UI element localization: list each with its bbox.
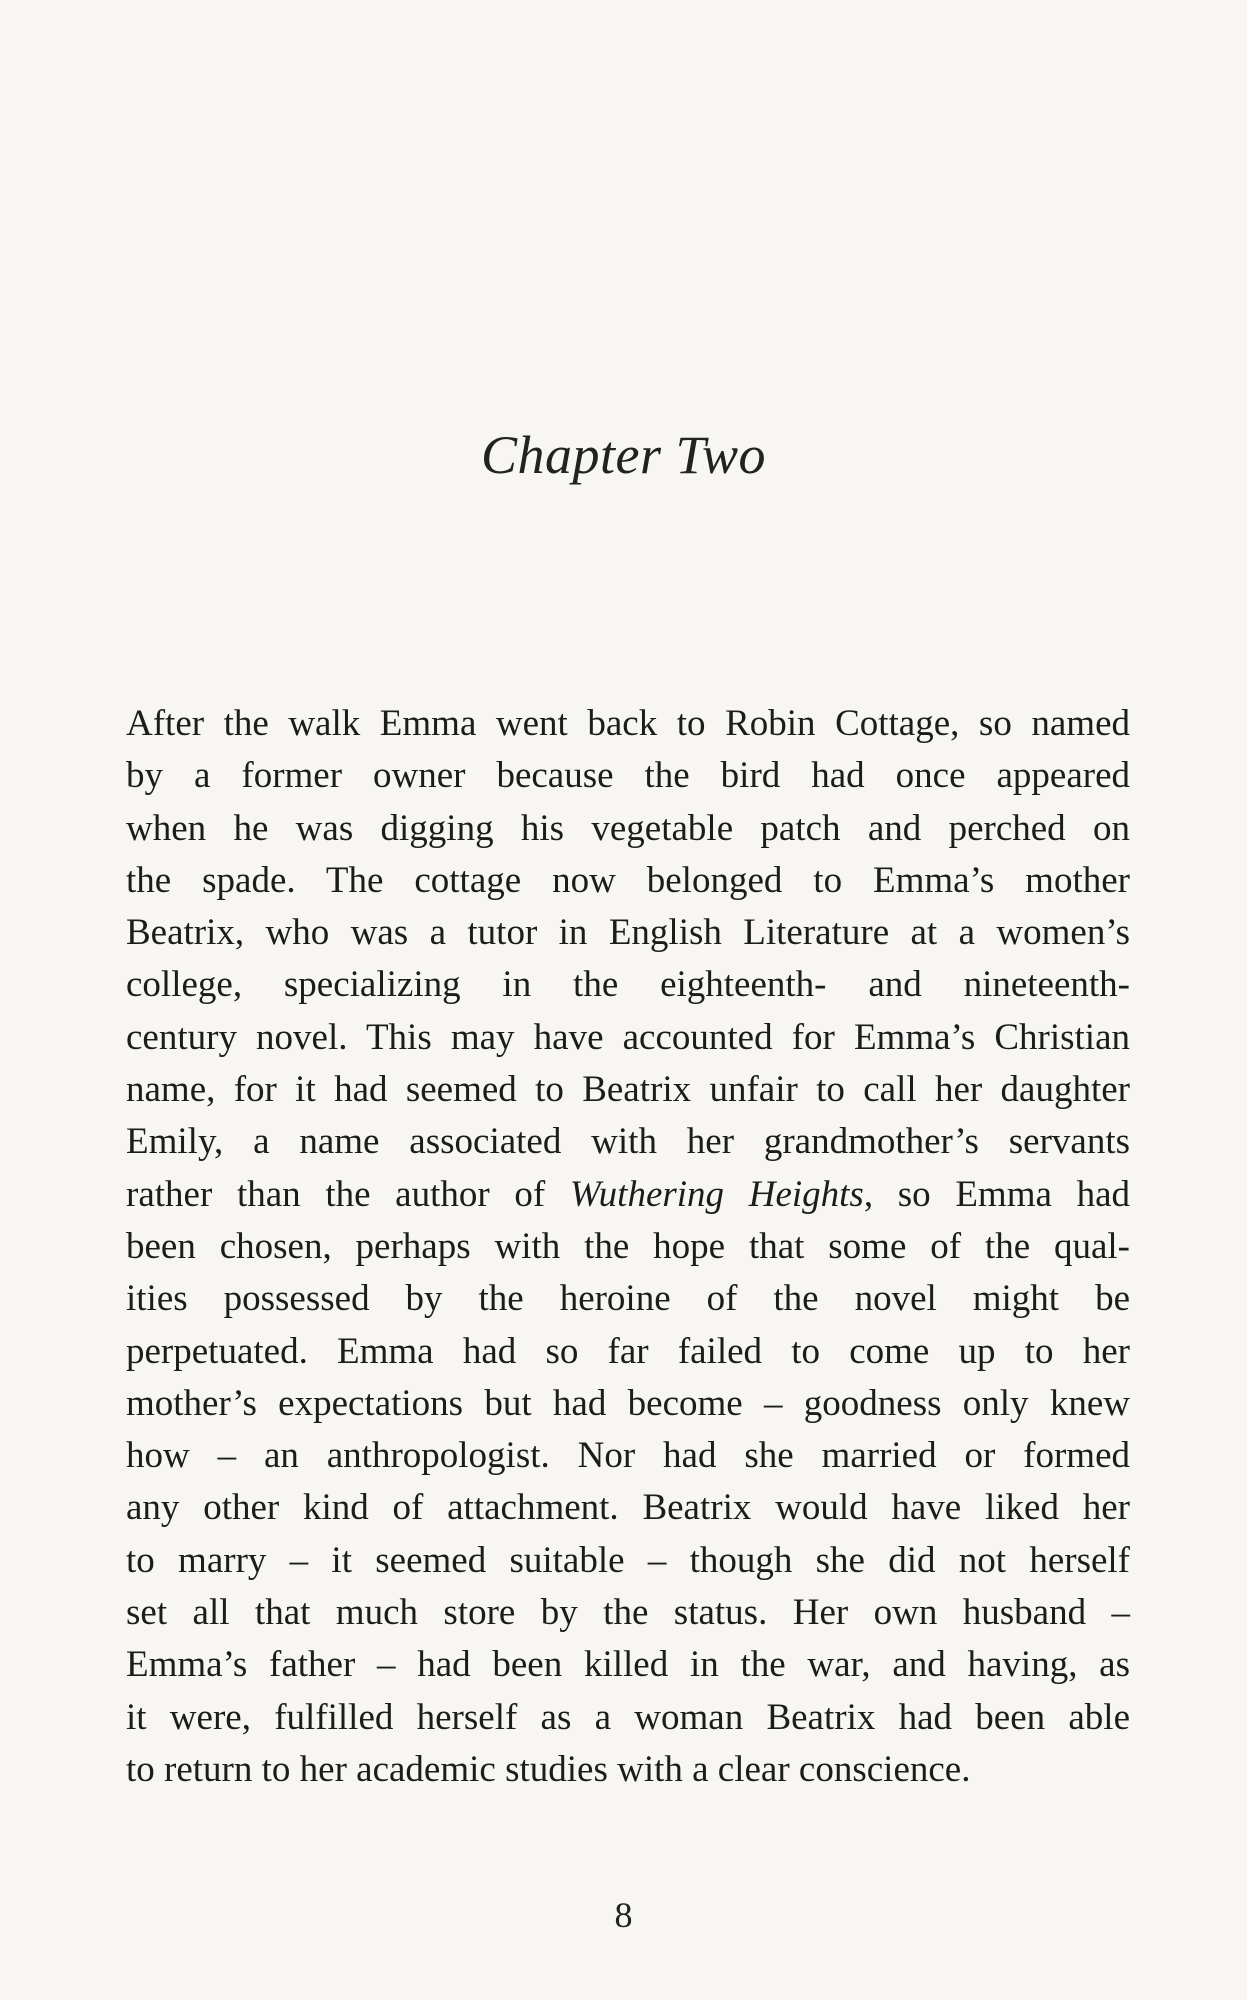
- chapter-title: Chapter Two: [480, 425, 767, 485]
- text-line: perpetuated. Emma had so far failed to come up to her: [126, 1330, 1130, 1372]
- text-line: when he was digging his vegetable patch and perched on: [126, 807, 1130, 849]
- text-line: by a former owner because the bird had once appeared: [126, 755, 1130, 797]
- text-line: to marry – it seemed suitable – though she did not herself: [126, 1539, 1130, 1581]
- page-number: 8: [614, 1895, 633, 1935]
- text-line: set all that much store by the status. Her own husband –: [126, 1592, 1130, 1634]
- chapter-body: [126, 698, 1130, 1796]
- text-line: it were, fulfilled herself as a woman Beatrix had been able: [126, 1696, 1130, 1738]
- text-line: the spade. The cottage now belonged to Emma’s mother: [126, 859, 1130, 901]
- text-line: mother’s expectations but had become – goodness only knew: [126, 1382, 1130, 1424]
- text-line: Emma’s father – had been killed in the war, and having, as: [126, 1644, 1130, 1686]
- text-line: been chosen, perhaps with the hope that some of the qual-: [126, 1225, 1130, 1267]
- book-title-italic: Wuthering Heights: [569, 1173, 864, 1215]
- text-line: name, for it had seemed to Beatrix unfair to call her daughter: [126, 1069, 1130, 1111]
- text-line: century novel. This may have accounted for Emma’s Christian: [126, 1016, 1130, 1058]
- text-line: After the walk Emma went back to Robin Cottage, so named: [126, 703, 1130, 744]
- text-line: Emily, a name associated with her grandmother’s servants: [126, 1121, 1130, 1163]
- text-line: ities possessed by the heroine of the novel might be: [126, 1278, 1130, 1320]
- text-line: how – an anthropologist. Nor had she married or formed: [126, 1435, 1130, 1477]
- text-segment: , so Emma had: [863, 1173, 1130, 1215]
- text-line-with-title: [126, 1169, 1130, 1221]
- text-line: Beatrix, who was a tutor in English Literature at a women’s: [126, 912, 1130, 954]
- text-line-last: to return to her academic studies with a clear conscience.: [126, 1748, 971, 1790]
- text-line: any other kind of attachment. Beatrix would have liked her: [126, 1487, 1130, 1529]
- text-line: college, specializing in the eighteenth- and nineteenth-: [126, 964, 1130, 1006]
- text-segment: rather than the author of: [126, 1173, 546, 1215]
